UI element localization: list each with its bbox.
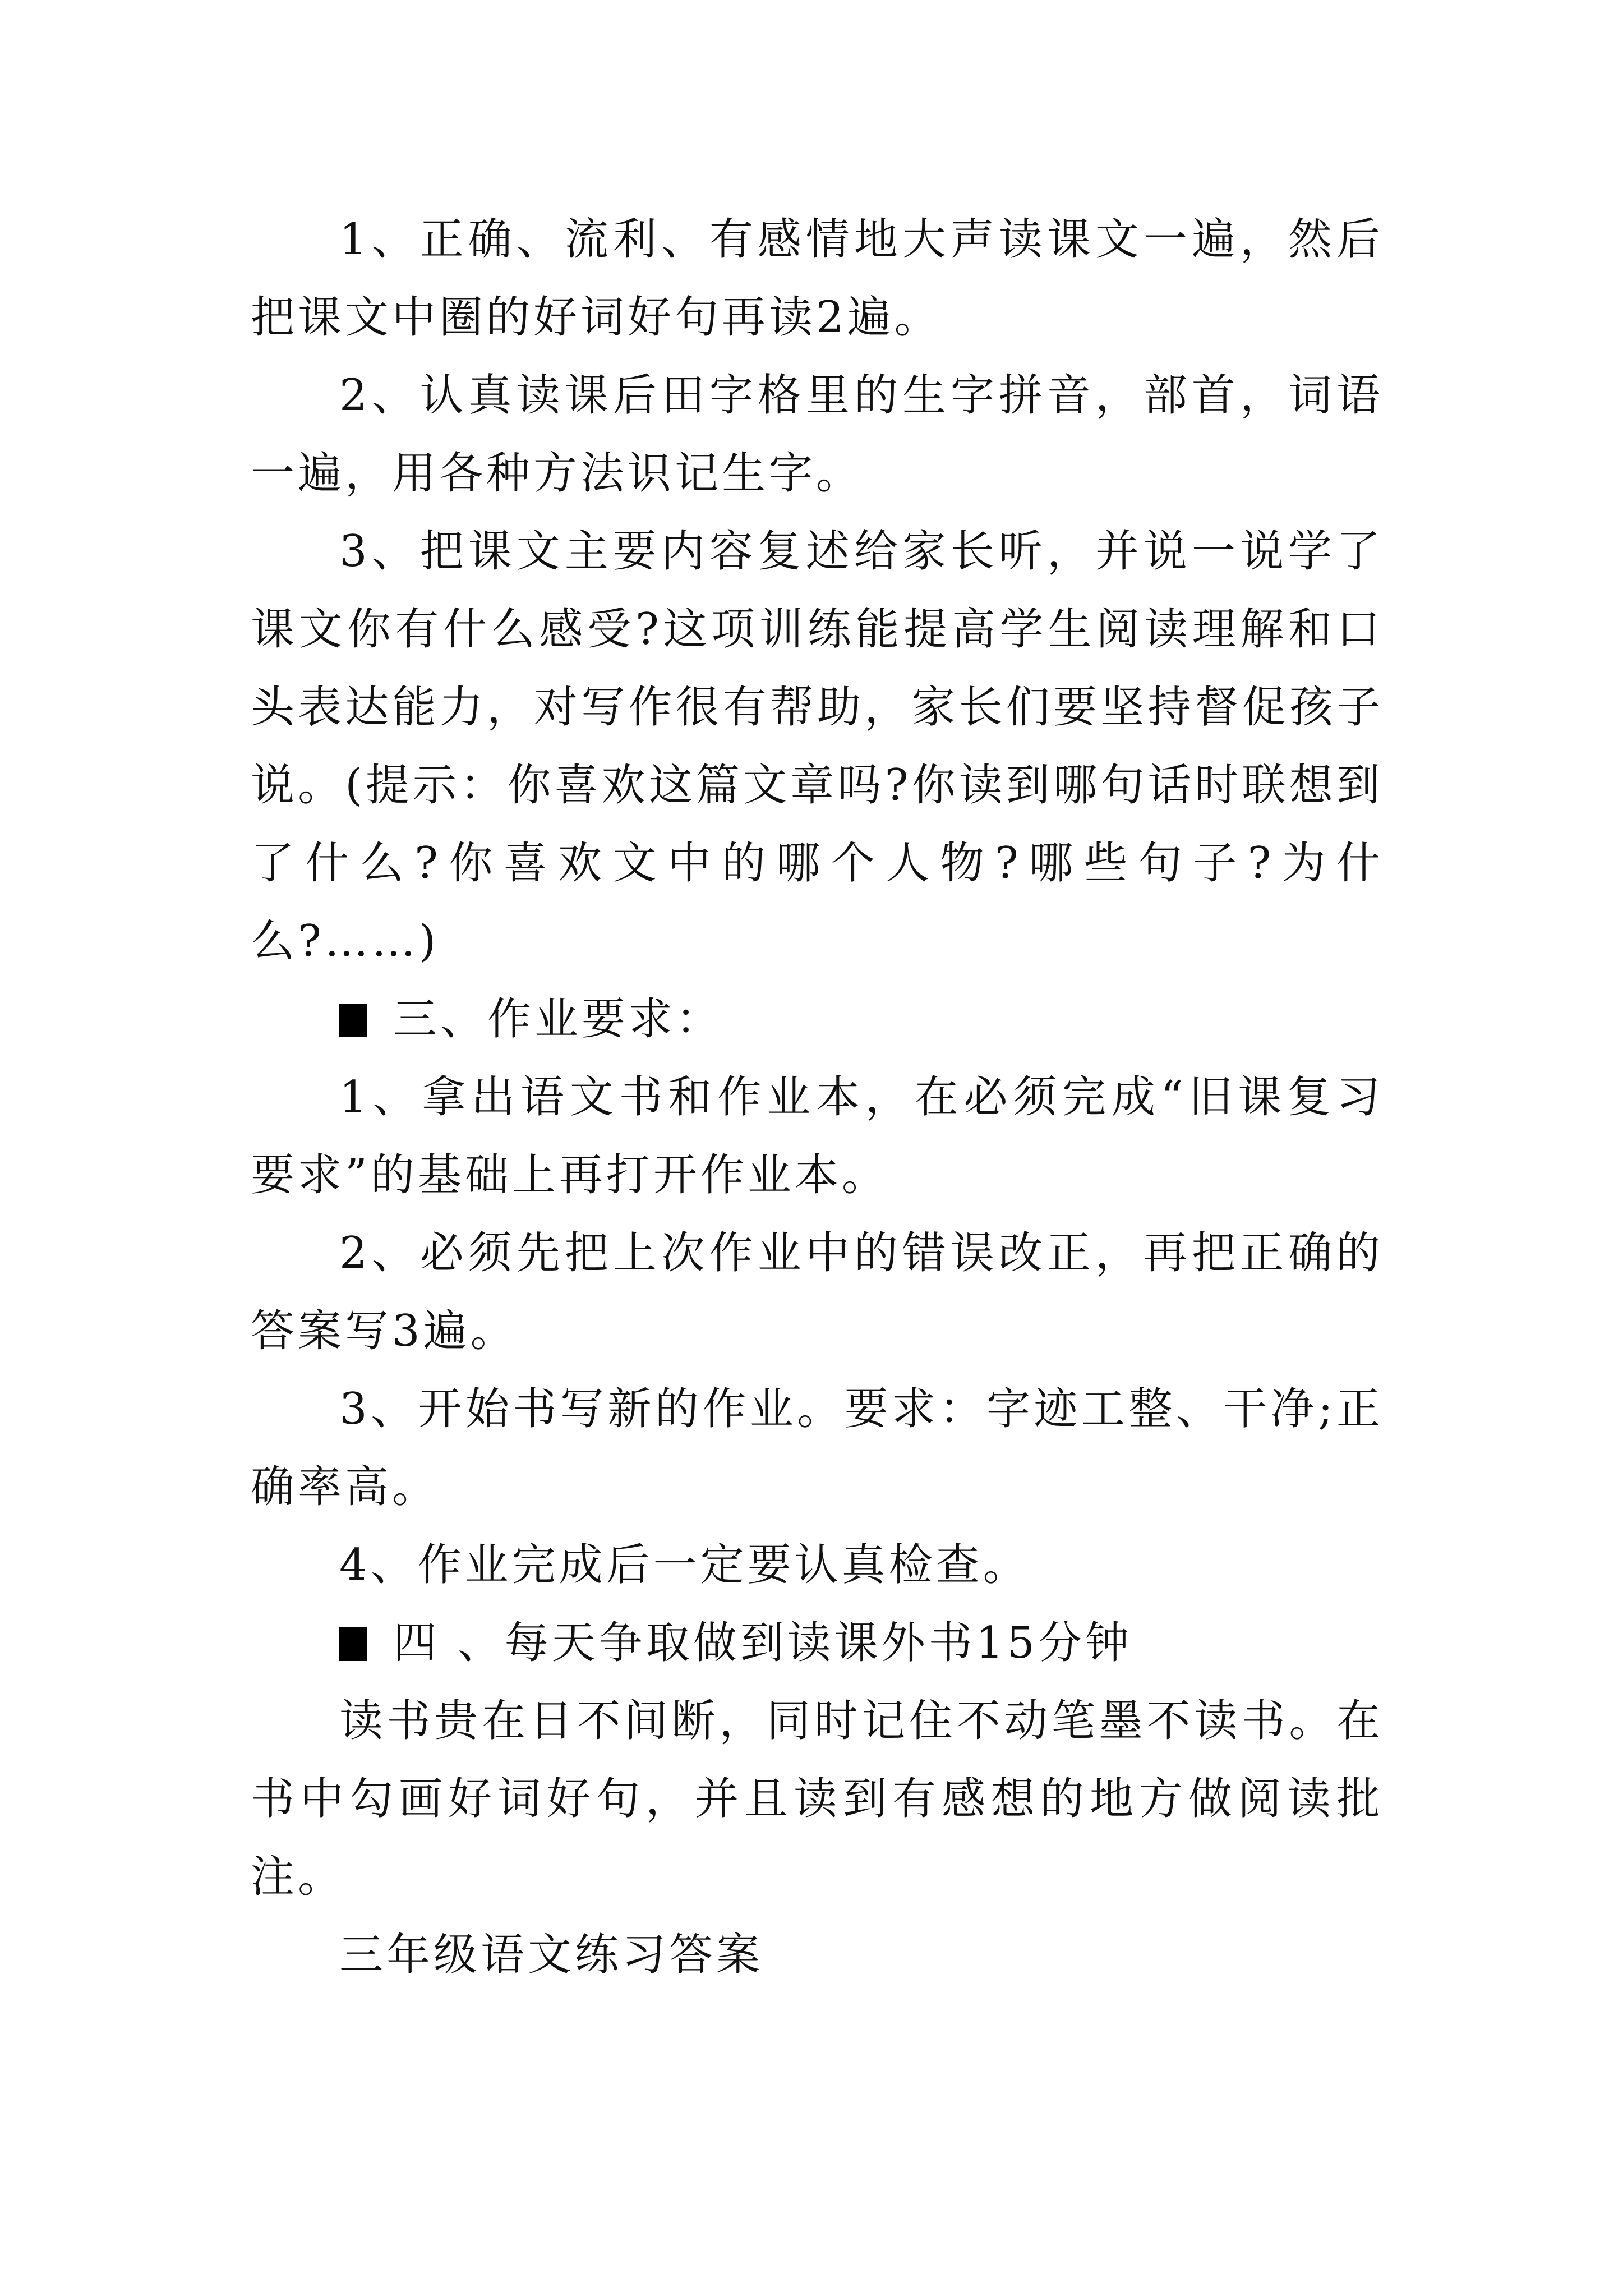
section-3-heading — [251, 981, 1384, 1059]
homework-item-2: 2、必须先把上次作业中的错误改正，再把正确的答案写3遍。 — [251, 1228, 1384, 1356]
paragraph-new-characters: 2、认真读课后田字格里的生字拼音，部首，词语一遍，用各种方法识记生字。 — [251, 370, 1384, 499]
paragraph-reread-text: 1、正确、流利、有感情地大声读课文一遍，然后把课文中圈的好词好句再读2遍。 — [251, 214, 1384, 343]
reading-paragraph: 读书贵在日不间断，同时记住不动笔墨不读书。在书中勾画好词好句，并且读到有感想的地方做阅读批注。 — [251, 1696, 1384, 1902]
homework-item-1: 1、拿出语文书和作业本，在必须完成“旧课复习要求”的基础上再打开作业本。 — [251, 1072, 1384, 1200]
paragraph-retell-text: 3、把课文主要内容复述给家长听，并说一说学了课文你有什么感受?这项训练能提高学生阅读理解和口头表达能力，对写作很有帮助，家长们要坚持督促孩子说。(提示：你喜欢这篇文章吗?你读到哪句话时联想到了什么?你喜欢文中的哪个人物?哪些句子?为什么?……) — [251, 526, 1384, 967]
closing-line: 三年级语文练习答案 — [339, 1930, 764, 1980]
homework-item-3: 3、开始书写新的作业。要求：字迹工整、干净;正确率高。 — [251, 1384, 1384, 1512]
section-4-title: 四 、每天争取做到读课外书15分钟 — [393, 1618, 1133, 1668]
homework-item-4: 4、作业完成后一定要认真检查。 — [339, 1540, 1030, 1590]
section-3-title: 三、作业要求： — [393, 994, 723, 1045]
document-body — [251, 201, 1384, 1994]
section-4-heading — [251, 1604, 1384, 1682]
black-square-icon — [339, 1627, 367, 1661]
black-square-icon — [339, 1004, 367, 1037]
